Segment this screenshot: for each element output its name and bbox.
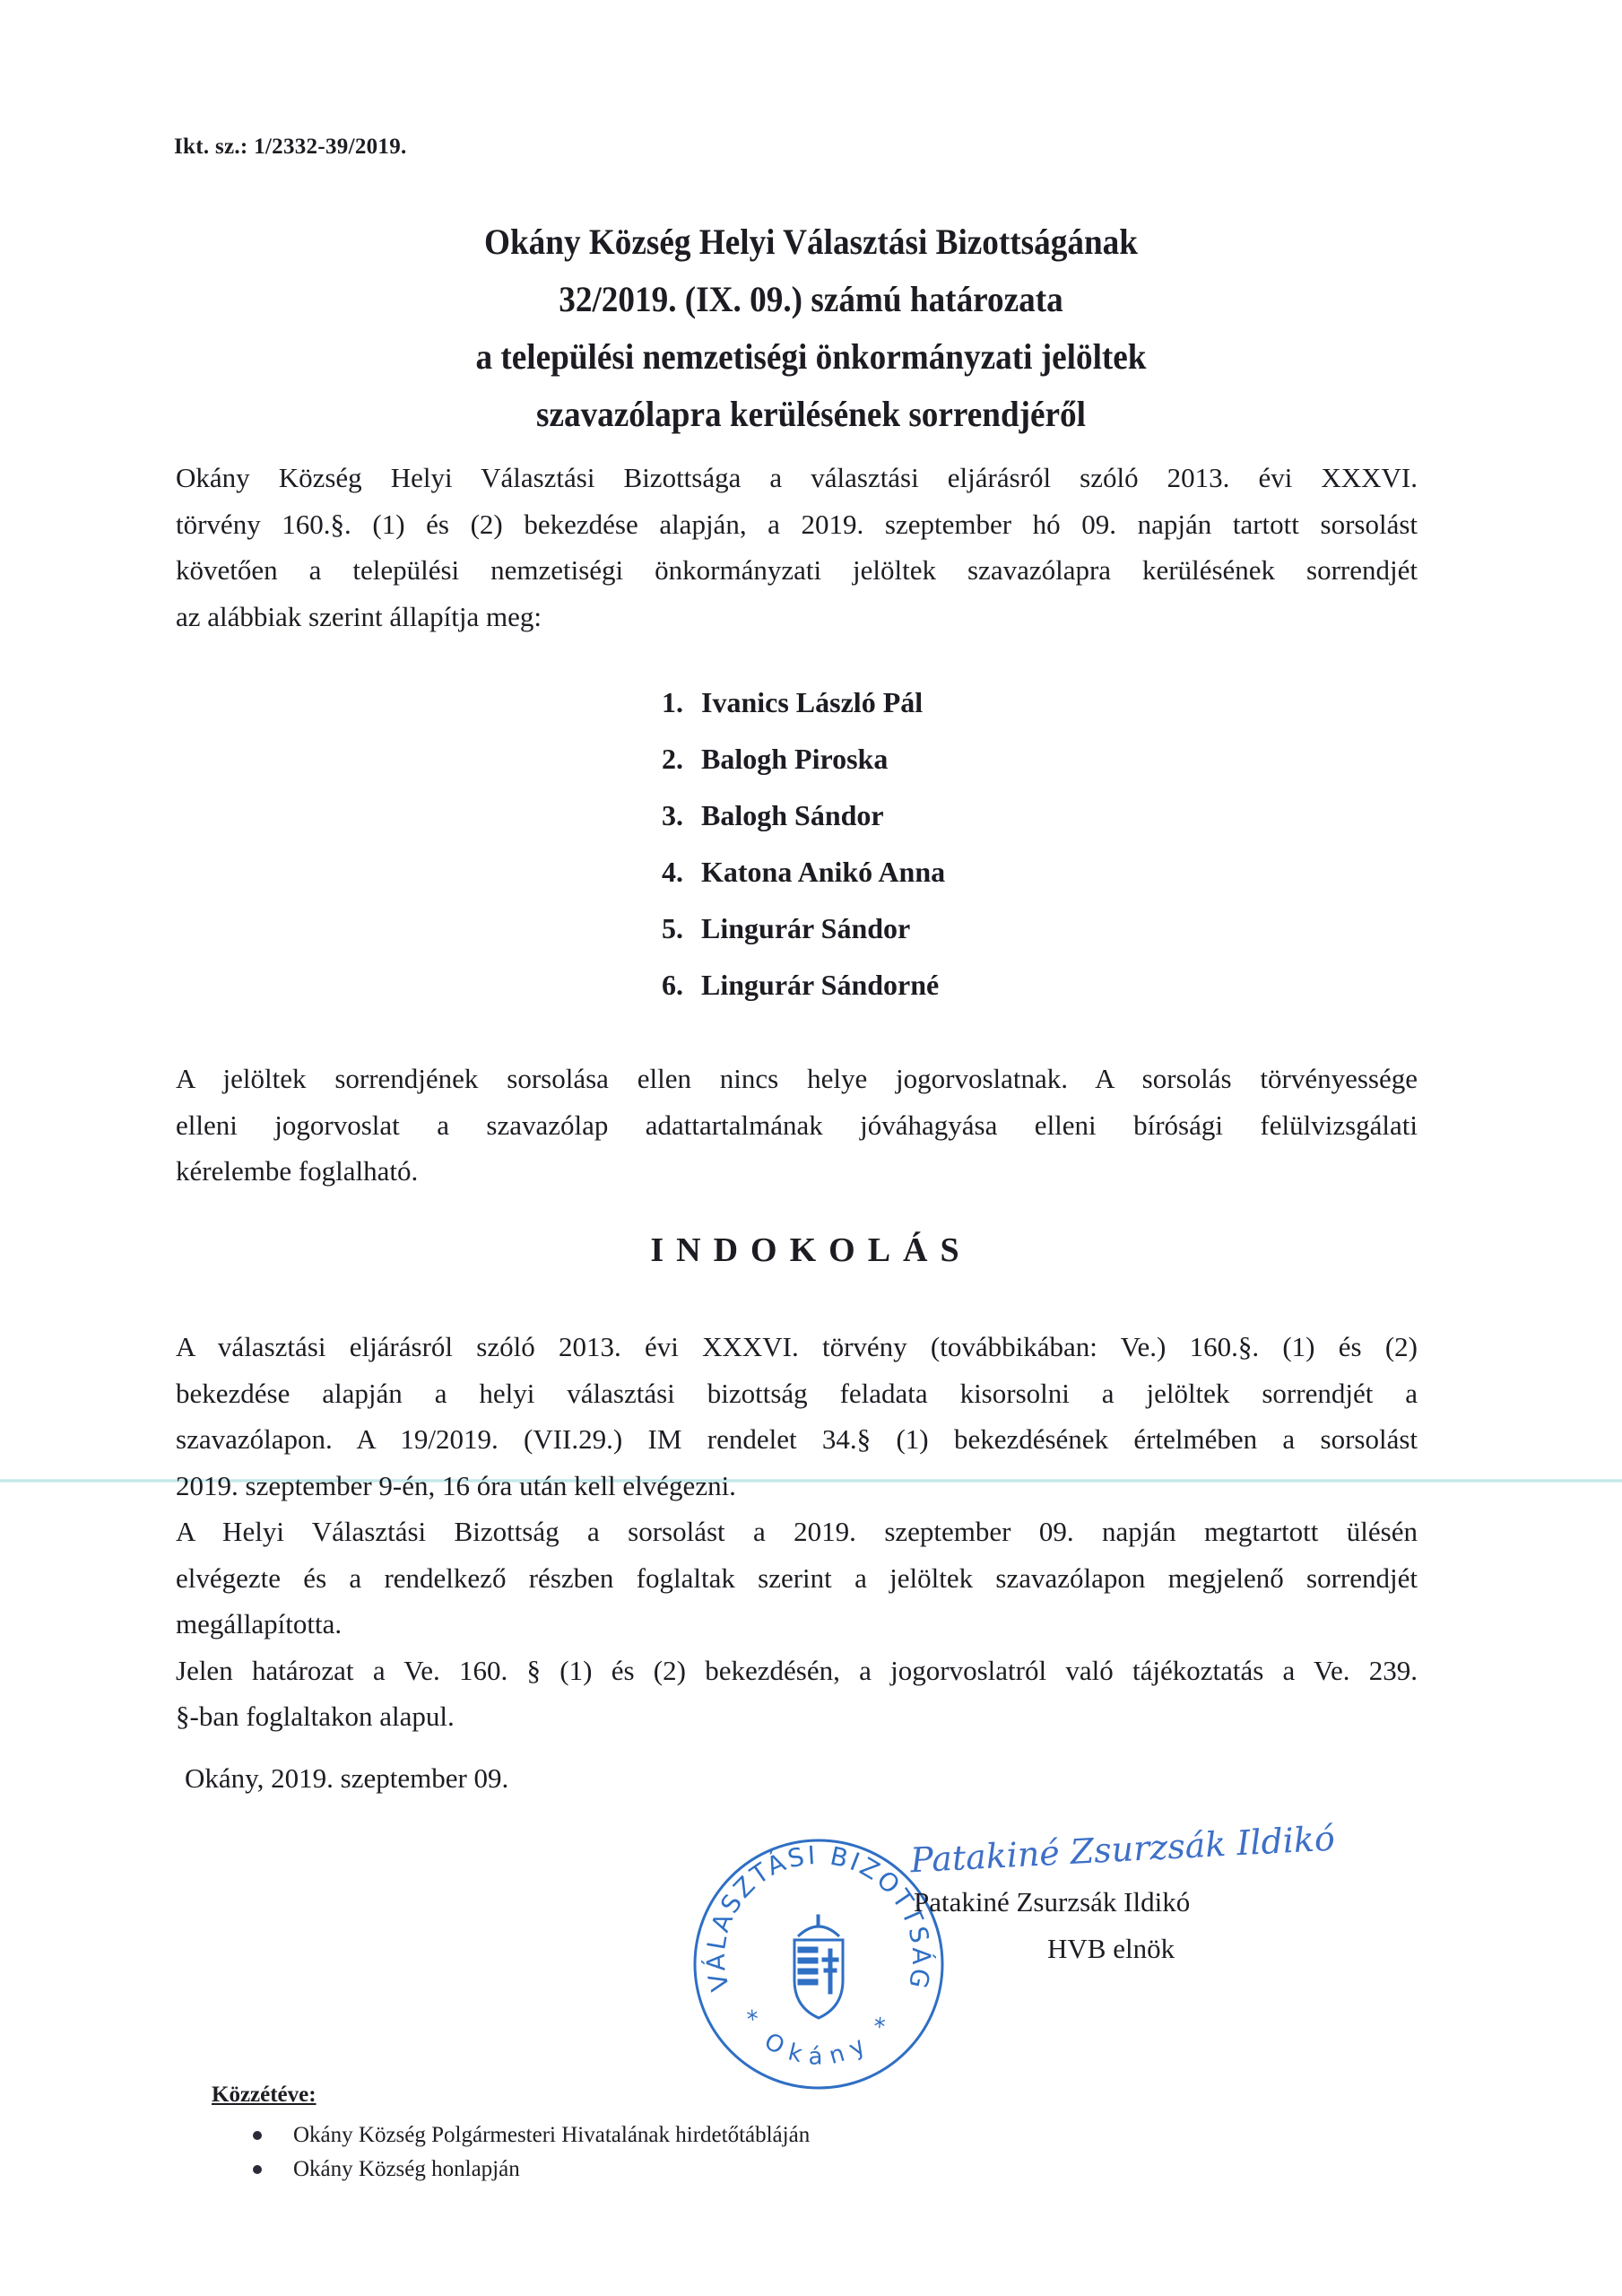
text-line: A választási eljárásról szóló 2013. évi XXXVI. törvény (továbbikában: Ve.) 160.§. (1) és (2): [176, 1331, 1418, 1362]
candidate-item: [662, 674, 945, 731]
candidate-name: Lingurár Sándorné: [701, 969, 940, 1001]
reasoning-heading: INDOKOLÁS: [650, 1231, 972, 1269]
official-stamp: [689, 1834, 949, 2094]
candidate-number: 2.: [662, 743, 683, 775]
document-title: [269, 213, 1353, 443]
published-list: [253, 2118, 810, 2187]
candidate-item: [662, 900, 945, 957]
candidate-name: Lingurár Sándor: [701, 912, 911, 944]
candidate-item: [662, 844, 945, 900]
candidate-name: Balogh Piroska: [701, 743, 889, 775]
published-item: [253, 2118, 810, 2152]
place-date: Okány, 2019. szeptember 09.: [185, 1762, 509, 1794]
published-item-text: Okány Község Polgármesteri Hivatalának hirdetőtábláján: [293, 2123, 811, 2147]
candidate-item: [662, 957, 945, 1013]
bullet-icon: [253, 2131, 262, 2140]
reference-number: Ikt. sz.: 1/2332-39/2019.: [174, 135, 407, 159]
published-label: Közzétéve:: [212, 2083, 317, 2107]
text-line: Okány Község Helyi Választási Bizottsága a választási eljárásról szóló 2013. évi XXXVI.: [176, 462, 1418, 493]
candidate-number: 6.: [662, 969, 683, 1001]
signer-name: Patakiné Zsurzsák Ildikó: [914, 1886, 1191, 1918]
svg-text:VÁLASZTÁSI BIZOTTSÁG: VÁLASZTÁSI BIZOTTSÁG: [700, 1839, 937, 1995]
text-line: A jelöltek sorrendjének sorsolása ellen nincs helye jogorvoslatnak. A sorsolás törvényessége: [176, 1063, 1418, 1094]
text-line: §-ban foglaltakon alapul.: [176, 1700, 455, 1732]
candidate-number: 1.: [662, 686, 683, 718]
candidate-list: [662, 674, 945, 1013]
candidate-number: 3.: [662, 799, 683, 831]
text-line: 2019. szeptember 9-én, 16 óra után kell elvégezni.: [176, 1469, 736, 1501]
text-line: A Helyi Választási Bizottság a sorsolást a 2019. szeptember 09. napján megtartott ülésén: [176, 1516, 1418, 1547]
title-line: szavazólapra kerülésének sorrendjéről: [535, 394, 1087, 434]
text-line: az alábbiak szerint állapítja meg:: [176, 600, 542, 632]
published-item-text: Okány Község honlapján: [293, 2157, 520, 2181]
stamp-seal-icon: [689, 1834, 949, 2094]
signer-role: HVB elnök: [1047, 1933, 1175, 1964]
candidate-item: [662, 731, 945, 787]
text-line: bekezdése alapján a helyi választási bizottság feladata kisorsolni a jelöltek sorrendjét a: [176, 1377, 1418, 1409]
bullet-icon: [253, 2165, 262, 2174]
text-line: megállapította.: [176, 1608, 343, 1639]
published-item: [253, 2152, 810, 2187]
candidate-item: [662, 787, 945, 844]
text-line: követően a települési nemzetiségi önkormányzati jelöltek szavazólapra kerülésének sorrendjét: [176, 554, 1418, 586]
title-line: Okány Község Helyi Választási Bizottságának: [484, 222, 1138, 262]
text-line: törvény 160.§. (1) és (2) bekezdése alapján, a 2019. szeptember hó 09. napján tartott sorsolást: [176, 508, 1418, 540]
text-line: szavazólapon. A 19/2019. (VII.29.) IM rendelet 34.§ (1) bekezdésének értelmében a sorsolást: [176, 1423, 1418, 1455]
title-line: 32/2019. (IX. 09.) számú határozata: [559, 279, 1063, 319]
candidate-number: 4.: [662, 856, 683, 888]
svg-text:* Okány *: * Okány *: [733, 2005, 904, 2071]
candidate-name: Ivanics László Pál: [701, 686, 924, 718]
coat-of-arms-icon: [794, 1915, 843, 2018]
text-line: elvégezte és a rendelkező részben foglaltak szerint a jelöltek szavazólapon megjelenő sorrendjét: [176, 1561, 1418, 1594]
candidate-name: Katona Anikó Anna: [701, 856, 946, 888]
text-line: Jelen határozat a Ve. 160. § (1) és (2) bekezdésén, a jogorvoslatról való tájékoztatás a Ve. 239.: [176, 1654, 1418, 1686]
reasoning-paragraph: [176, 1324, 1418, 1740]
text-line: kérelembe foglalható.: [176, 1155, 419, 1187]
title-line: a települési nemzetiségi önkormányzati jelöltek: [475, 336, 1147, 377]
intro-paragraph: [176, 455, 1418, 639]
candidate-number: 5.: [662, 912, 683, 944]
text-line: elleni jogorvoslat a szavazólap adattartalmának jóváhagyása elleni bírósági felülvizsgálati: [176, 1109, 1418, 1141]
candidate-name: Balogh Sándor: [701, 799, 884, 831]
handwritten-signature: Patakiné Zsurzsák Ildikó: [909, 1818, 1336, 1881]
remedy-paragraph: [176, 1056, 1418, 1195]
